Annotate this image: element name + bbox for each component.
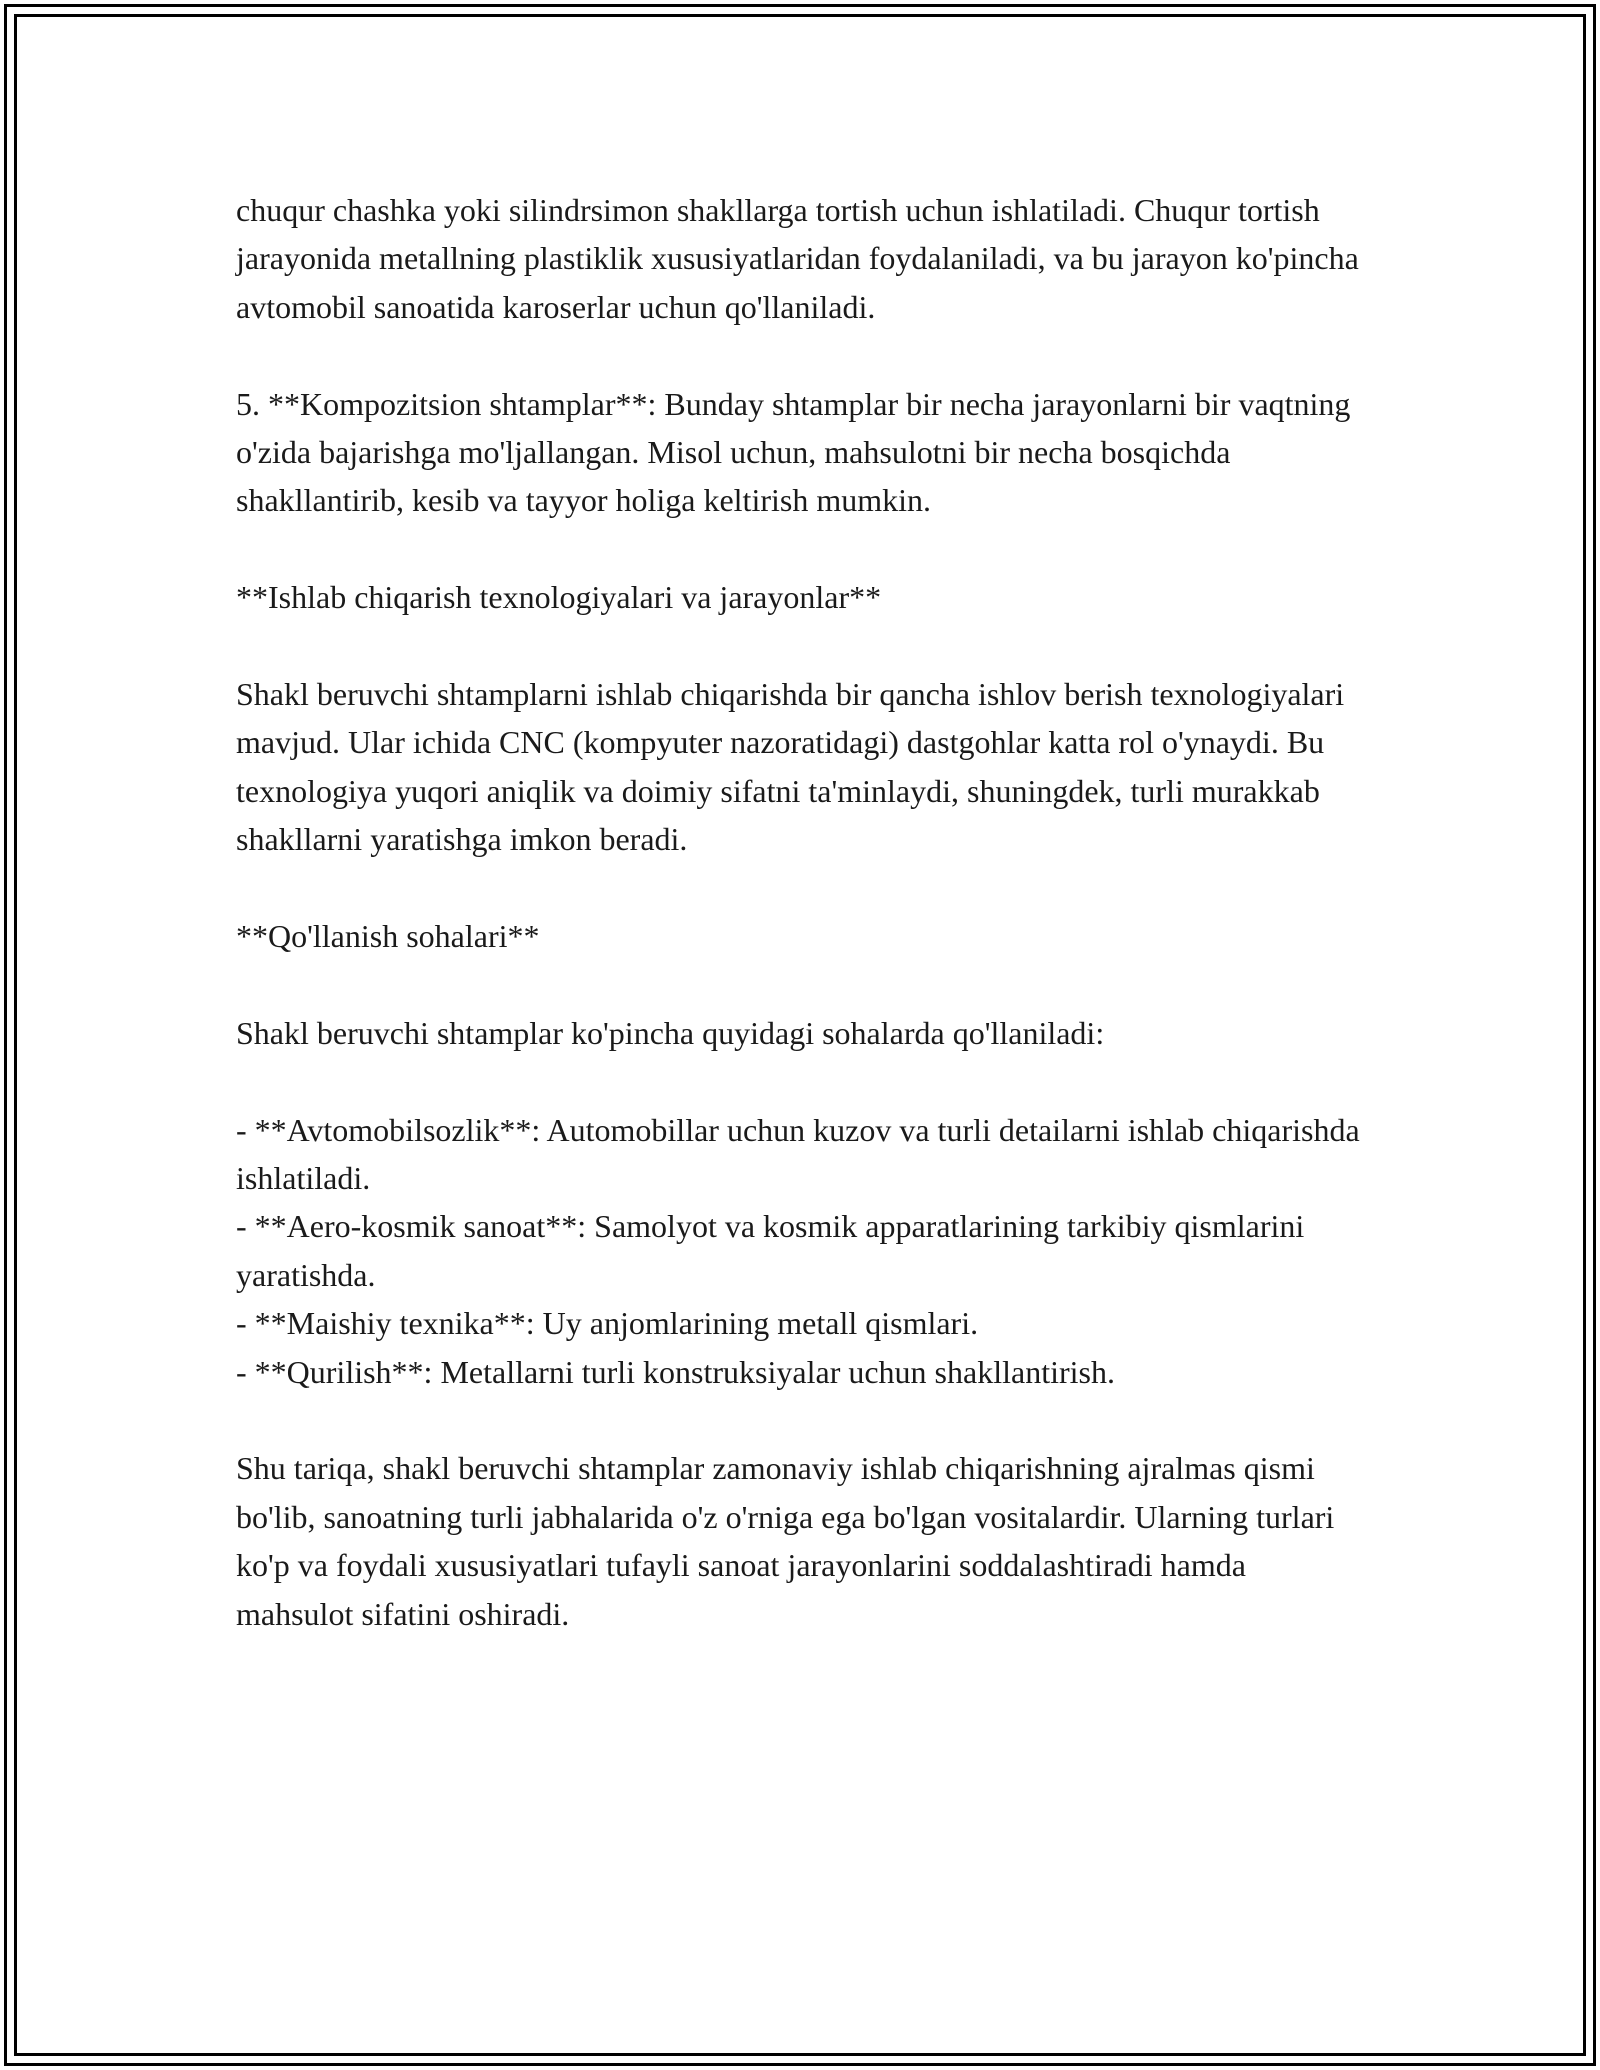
document-body (236, 186, 1366, 1686)
list-item-aerospace: - **Aero-kosmik sanoat**: Samolyot va kosmik apparatlarining tarkibiy qismlarini yaratishda. (236, 1208, 1305, 1293)
paragraph-composite-dies: 5. **Kompozitsion shtamplar**: Bunday shtamplar bir necha jarayonlarni bir vaqtning o'zida bajarishga mo'ljallangan. Misol uchun, mahsulotni bir necha bosqichda shakllantirib, kesib va tayyor holiga keltirish mumkin. (236, 385, 1351, 519)
section-heading-applications: **Qo'llanish sohalari** (236, 918, 540, 955)
list-item-construction: - **Qurilish**: Metallarni turli konstruksiyalar uchun shakllantirish. (236, 1353, 1115, 1390)
section-heading-technologies: **Ishlab chiqarish texnologiyalari va jarayonlar** (236, 579, 882, 616)
list-item-automotive: - **Avtomobilsozlik**: Automobillar uchun kuzov va turli detailarni ishlab chiqarishda ishlatiladi. (236, 1111, 1360, 1197)
paragraph-technologies: Shakl beruvchi shtamplarni ishlab chiqarishda bir qancha ishlov berish texnologiyalari mavjud. Ular ichida CNC (kompyuter nazoratidagi) dastgohlar katta rol o'ynaydi. Bu texnologiya yuqori aniqlik va doimiy sifatni ta'minlaydi, shuningdek, turli murakkab shakllarni yaratishga imkon beradi. (236, 676, 1345, 858)
paragraph-conclusion: Shu tariqa, shakl beruvchi shtamplar zamonaviy ishlab chiqarishning ajralmas qismi bo'lib, sanoatning turli jabhalarida o'z o'rniga ega bo'lgan vositalardir. Ularning turlari ko'p va foydali xususiyatlari tufayli sanoat jarayonlarini soddalashtiradi hamda mahsulot sifatini oshiradi. (236, 1450, 1335, 1632)
paragraph-deep-drawing: chuqur chashka yoki silindrsimon shakllarga tortish uchun ishlatiladi. Chuqur tortish jarayonida metallning plastiklik xususiyatlaridan foydalaniladi, va bu jarayon ko'pincha avtomobil sanoatida karoserlar uchun qo'llaniladi. (236, 192, 1359, 325)
paragraph-applications-intro: Shakl beruvchi shtamplar ko'pincha quyidagi sohalarda qo'llaniladi: (236, 1014, 1105, 1051)
list-item-appliances: - **Maishiy texnika**: Uy anjomlarining metall qismlari. (236, 1305, 979, 1342)
applications-list (236, 1106, 1366, 1396)
